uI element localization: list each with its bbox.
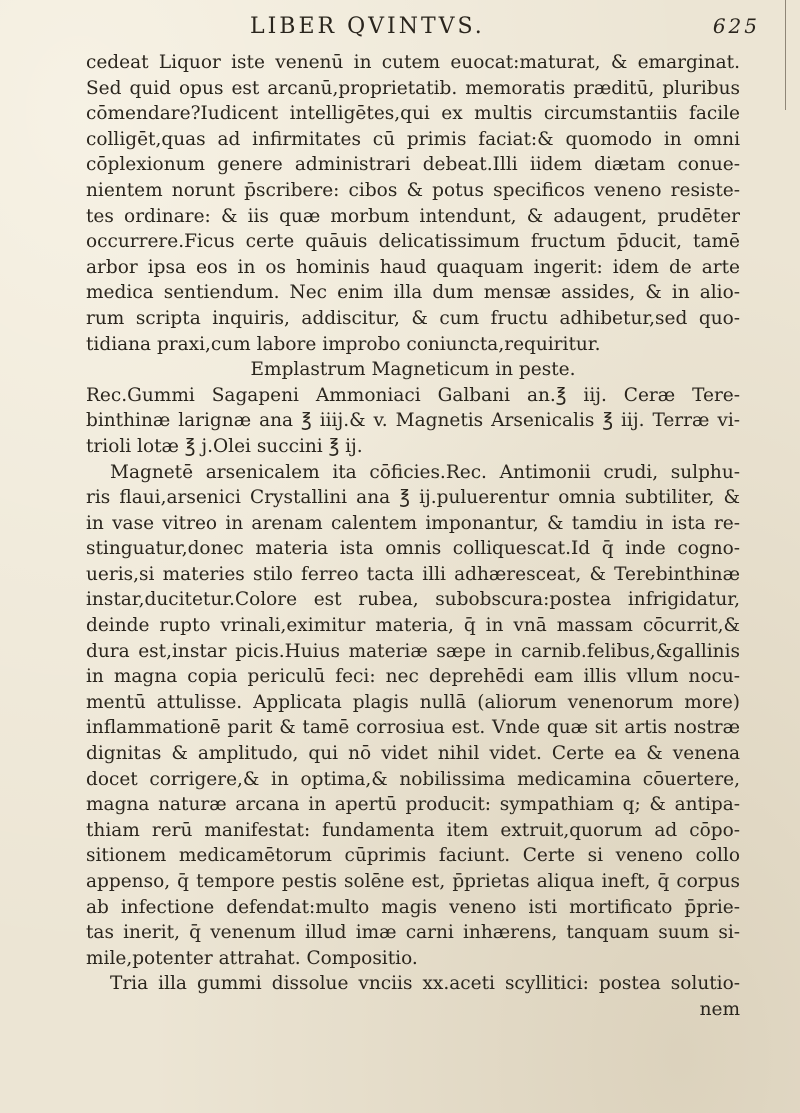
line-text: Sed quid opus est arcanū,proprietatib. memoratis præditū, pluribus bbox=[86, 77, 740, 99]
line-text: nem bbox=[699, 998, 740, 1020]
text-line bbox=[86, 511, 740, 537]
line-text: instar,ducitetur.Colore est rubea, subobscura:postea infrigidatur, bbox=[86, 589, 740, 611]
line-text: inflammationē parit & tamē corrosiua est. Vnde quæ sit artis nostræ bbox=[86, 717, 740, 739]
running-title: LIBER QVINTVS. bbox=[250, 14, 485, 39]
text-line bbox=[86, 152, 740, 178]
text-line bbox=[86, 639, 740, 665]
line-text: trioli lotæ ℥ j.Olei succini ℥ ij. bbox=[86, 435, 363, 457]
text-line bbox=[86, 664, 740, 690]
text-line bbox=[86, 920, 740, 946]
text-line bbox=[86, 127, 740, 153]
text-line bbox=[86, 50, 740, 76]
text-line bbox=[86, 383, 740, 409]
text-line bbox=[86, 818, 740, 844]
line-text: dignitas & amplitudo, qui nō videt nihil videt. Certe ea & venena bbox=[86, 743, 740, 765]
line-text: mentū attulisse. Applicata plagis nullā (aliorum venenorum more) bbox=[86, 691, 740, 713]
text-line bbox=[86, 869, 740, 895]
text-line bbox=[86, 843, 740, 869]
line-text: medica sentiendum. Nec enim illa dum mensæ assides, & in alio- bbox=[86, 282, 740, 304]
text-line bbox=[86, 255, 740, 281]
line-text: ris flaui,arsenici Crystallini ana ℥ ij.puluerentur omnia subtiliter, & bbox=[86, 487, 740, 509]
line-text: thiam rerū manifestat: fundamenta item extruit,quorum ad cōpo- bbox=[86, 819, 740, 841]
text-line bbox=[86, 332, 740, 358]
line-text: dura est,instar picis.Huius materiæ sæpe in carnib.felibus,&gallinis bbox=[86, 640, 740, 662]
text-line bbox=[86, 280, 740, 306]
text-line bbox=[86, 408, 740, 434]
text-line bbox=[86, 536, 740, 562]
text-line bbox=[86, 434, 740, 460]
section-heading bbox=[86, 357, 740, 383]
line-text: sitionem medicamētorum cūprimis faciunt. Certe si veneno collo bbox=[86, 845, 740, 867]
text-line bbox=[86, 229, 740, 255]
line-text: tidiana praxi,cum labore improbo coniuncta,requiritur. bbox=[86, 333, 601, 355]
text-line bbox=[86, 767, 740, 793]
line-text: tas inerit, q̄ venenum illud imæ carni inhærens, tanquam suum si- bbox=[86, 922, 740, 944]
text-line bbox=[86, 690, 740, 716]
page-number: 625 bbox=[712, 14, 760, 38]
text-line bbox=[86, 971, 740, 997]
line-text: colligēt,quas ad infirmitates cū primis faciat:& quomodo in omni bbox=[86, 128, 740, 150]
line-text: Emplastrum Magneticum in peste. bbox=[250, 359, 576, 381]
line-text: appenso, q̄ tempore pestis solēne est, p̄prietas aliqua ineft, q̄ corpus bbox=[86, 871, 740, 892]
text-line bbox=[86, 741, 740, 767]
text-line bbox=[86, 946, 740, 972]
text-block bbox=[86, 50, 740, 1023]
text-line bbox=[86, 613, 740, 639]
line-text: tes ordinare: & iis quæ morbum intendunt, & adaugent, prudēter bbox=[86, 205, 740, 227]
catchword bbox=[86, 997, 740, 1023]
line-text: arbor ipsa eos in os hominis haud quaquam ingerit: idem de arte bbox=[86, 256, 740, 278]
line-text: docet corrigere,& in optima,& nobilissima medicamina cōuertere, bbox=[86, 768, 740, 790]
line-text: deinde rupto vrinali,eximitur materia, q̄ in vnā massam cōcurrit,& bbox=[86, 615, 740, 637]
text-line bbox=[86, 715, 740, 741]
text-line bbox=[86, 76, 740, 102]
running-header bbox=[250, 14, 760, 48]
line-text: occurrere.Ficus certe quāuis delicatissimum fructum p̄ducit, tamē bbox=[86, 231, 740, 253]
line-text: nientem norunt p̄scribere: cibos & potus specificos veneno resiste- bbox=[86, 179, 740, 201]
text-line bbox=[86, 101, 740, 127]
text-line bbox=[86, 460, 740, 486]
line-text: in magna copia periculū feci: nec deprehēdi eam illis vllum nocu- bbox=[86, 666, 740, 688]
line-text: Tria illa gummi dissolue vnciis xx.aceti scyllitici: postea solutio- bbox=[110, 973, 740, 995]
text-line bbox=[86, 562, 740, 588]
line-text: mile,potenter attrahat. Compositio. bbox=[86, 947, 418, 969]
line-text: stinguatur,donec materia ista omnis colliquescat.Id q̄ inde cogno- bbox=[86, 538, 740, 560]
line-text: cōplexionum genere administrari debeat.Illi iidem diætam conue- bbox=[86, 154, 740, 176]
line-text: Magnetē arsenicalem ita cōficies.Rec. Antimonii crudi, sulphu- bbox=[110, 461, 740, 483]
line-text: rum scripta inquiris, addiscitur, & cum fructu adhibetur,sed quo- bbox=[86, 307, 740, 329]
text-line bbox=[86, 204, 740, 230]
line-text: cōmendare?Iudicent intelligētes,qui ex multis circumstantiis facile bbox=[86, 103, 740, 125]
line-text: ab infectione defendat:multo magis veneno isti mortificato p̄prie- bbox=[86, 896, 740, 918]
line-text: magna naturæ arcana in apertū producit: sympathiam q; & antipa- bbox=[86, 794, 740, 816]
text-line bbox=[86, 306, 740, 332]
line-text: binthinæ larignæ ana ℥ iiij.& v. Magnetis Arsenicalis ℥ iij. Terræ vi- bbox=[86, 410, 740, 432]
line-text: Rec.Gummi Sagapeni Ammoniaci Galbani an.℥ iij. Ceræ Tere- bbox=[86, 384, 740, 406]
text-line bbox=[86, 178, 740, 204]
text-line bbox=[86, 895, 740, 921]
page-edge-line bbox=[785, 0, 786, 110]
line-text: cedeat Liquor iste venenū in cutem euocat:maturat, & emarginat. bbox=[86, 52, 740, 73]
line-text: ueris,si materies stilo ferreo tacta illi adhæresceat, & Terebinthinæ bbox=[86, 563, 740, 585]
text-line bbox=[86, 792, 740, 818]
text-line bbox=[86, 587, 740, 613]
line-text: in vase vitreo in arenam calentem imponantur, & tamdiu in ista re- bbox=[86, 512, 740, 534]
text-line bbox=[86, 485, 740, 511]
